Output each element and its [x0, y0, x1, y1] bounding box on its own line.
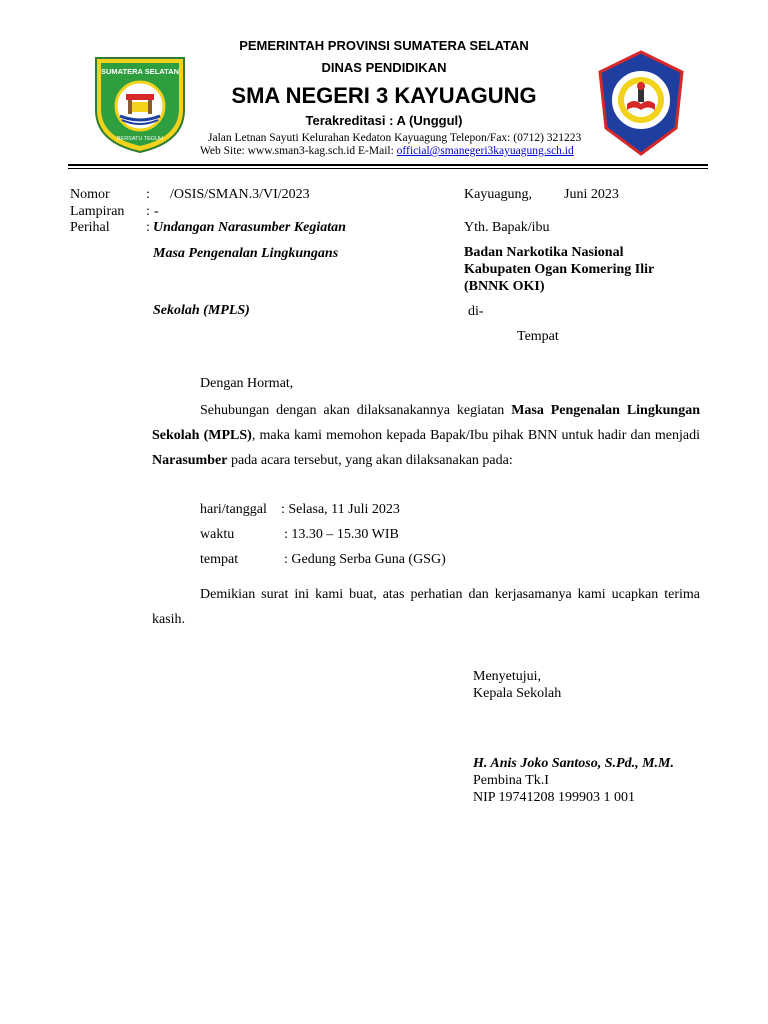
body-paragraph-1 — [152, 398, 700, 473]
crest-bottom-text: BERSATU TEGUH — [116, 136, 164, 142]
signature-approval: Menyetujui, — [473, 669, 542, 684]
perihal-line-2: Masa Pengenalan Lingkungans — [153, 246, 339, 261]
recipient-place: Tempat — [517, 329, 559, 344]
perihal-line-3: Sekolah (MPLS) — [153, 303, 250, 318]
recipient-line-3: (BNNK OKI) — [464, 279, 545, 294]
lampiran-colon: : — [146, 204, 150, 219]
recipient-salutation: Yth. Bapak/ibu — [464, 220, 550, 235]
header-divider-thin — [68, 168, 708, 169]
date-city: Kayuagung, — [464, 187, 533, 202]
detail-value-date: : Selasa, 11 Juli 2023 — [281, 502, 400, 517]
recipient-line-1: Badan Narkotika Nasional — [464, 245, 624, 260]
government-line: PEMERINTAH PROVINSI SUMATERA SELATAN — [239, 38, 529, 53]
perihal-label: Perihal — [70, 220, 110, 235]
p1-part-a: Sehubungan dengan akan dilaksanakannya kegiatan — [200, 403, 512, 418]
web-line — [200, 145, 574, 157]
detail-label-time: waktu — [200, 527, 235, 542]
perihal-colon: : — [146, 220, 150, 235]
signature-name: H. Anis Joko Santoso, S.Pd., M.M. — [473, 756, 674, 771]
signature-position: Kepala Sekolah — [473, 686, 562, 701]
recipient-line-2: Kabupaten Ogan Komering Ilir — [464, 262, 655, 277]
crest-top-text: SUMATERA SELATAN — [100, 67, 180, 76]
p1-part-c: , maka kami memohon kepada Bapak/Ibu pihak BNN untuk hadir dan menjadi — [251, 428, 700, 443]
header-divider-thick — [68, 164, 708, 166]
detail-label-place: tempat — [200, 552, 239, 567]
lampiran-value: - — [154, 204, 159, 219]
nomor-value: /OSIS/SMAN.3/VI/2023 — [170, 187, 310, 202]
nomor-colon: : — [146, 187, 150, 202]
detail-label-date: hari/tanggal — [200, 502, 267, 517]
greeting: Dengan Hormat, — [200, 376, 294, 391]
web-prefix: Web Site: www.sman3-kag.sch.id E-Mail: — [200, 145, 397, 157]
lampiran-label: Lampiran — [70, 204, 125, 219]
accreditation: Terakreditasi : A (Unggul) — [305, 113, 463, 128]
date-month-year: Juni 2023 — [564, 187, 619, 202]
detail-value-time: : 13.30 – 15.30 WIB — [284, 527, 399, 542]
closing-paragraph: Demikian surat ini kami buat, atas perhatian dan kerjasamanya kami ucapkan terima kasih. — [152, 587, 700, 627]
detail-value-place: : Gedung Serba Guna (GSG) — [284, 552, 446, 567]
email-link[interactable]: official@smanegeri3kayuagung.sch.id — [396, 145, 574, 157]
recipient-di: di- — [468, 304, 484, 319]
signature-nip: NIP 19741208 199903 1 001 — [473, 790, 636, 805]
p1-event-name: Masa Pengenalan Lingkungan Sekolah (MPLS) — [152, 403, 700, 443]
p1-part-e: pada acara tersebut, yang akan dilaksanakan pada: — [227, 453, 513, 468]
p1-role: Narasumber — [152, 453, 228, 468]
school-name: SMA NEGERI 3 KAYUAGUNG — [231, 83, 537, 108]
address-line: Jalan Letnan Sayuti Kelurahan Kedaton Kayuagung Telepon/Fax: (0712) 321223 — [208, 132, 582, 144]
nomor-label: Nomor — [70, 187, 110, 202]
department-line: DINAS PENDIDIKAN — [321, 60, 447, 75]
signature-rank: Pembina Tk.I — [473, 773, 549, 788]
perihal-line-1: Undangan Narasumber Kegiatan — [153, 220, 346, 235]
